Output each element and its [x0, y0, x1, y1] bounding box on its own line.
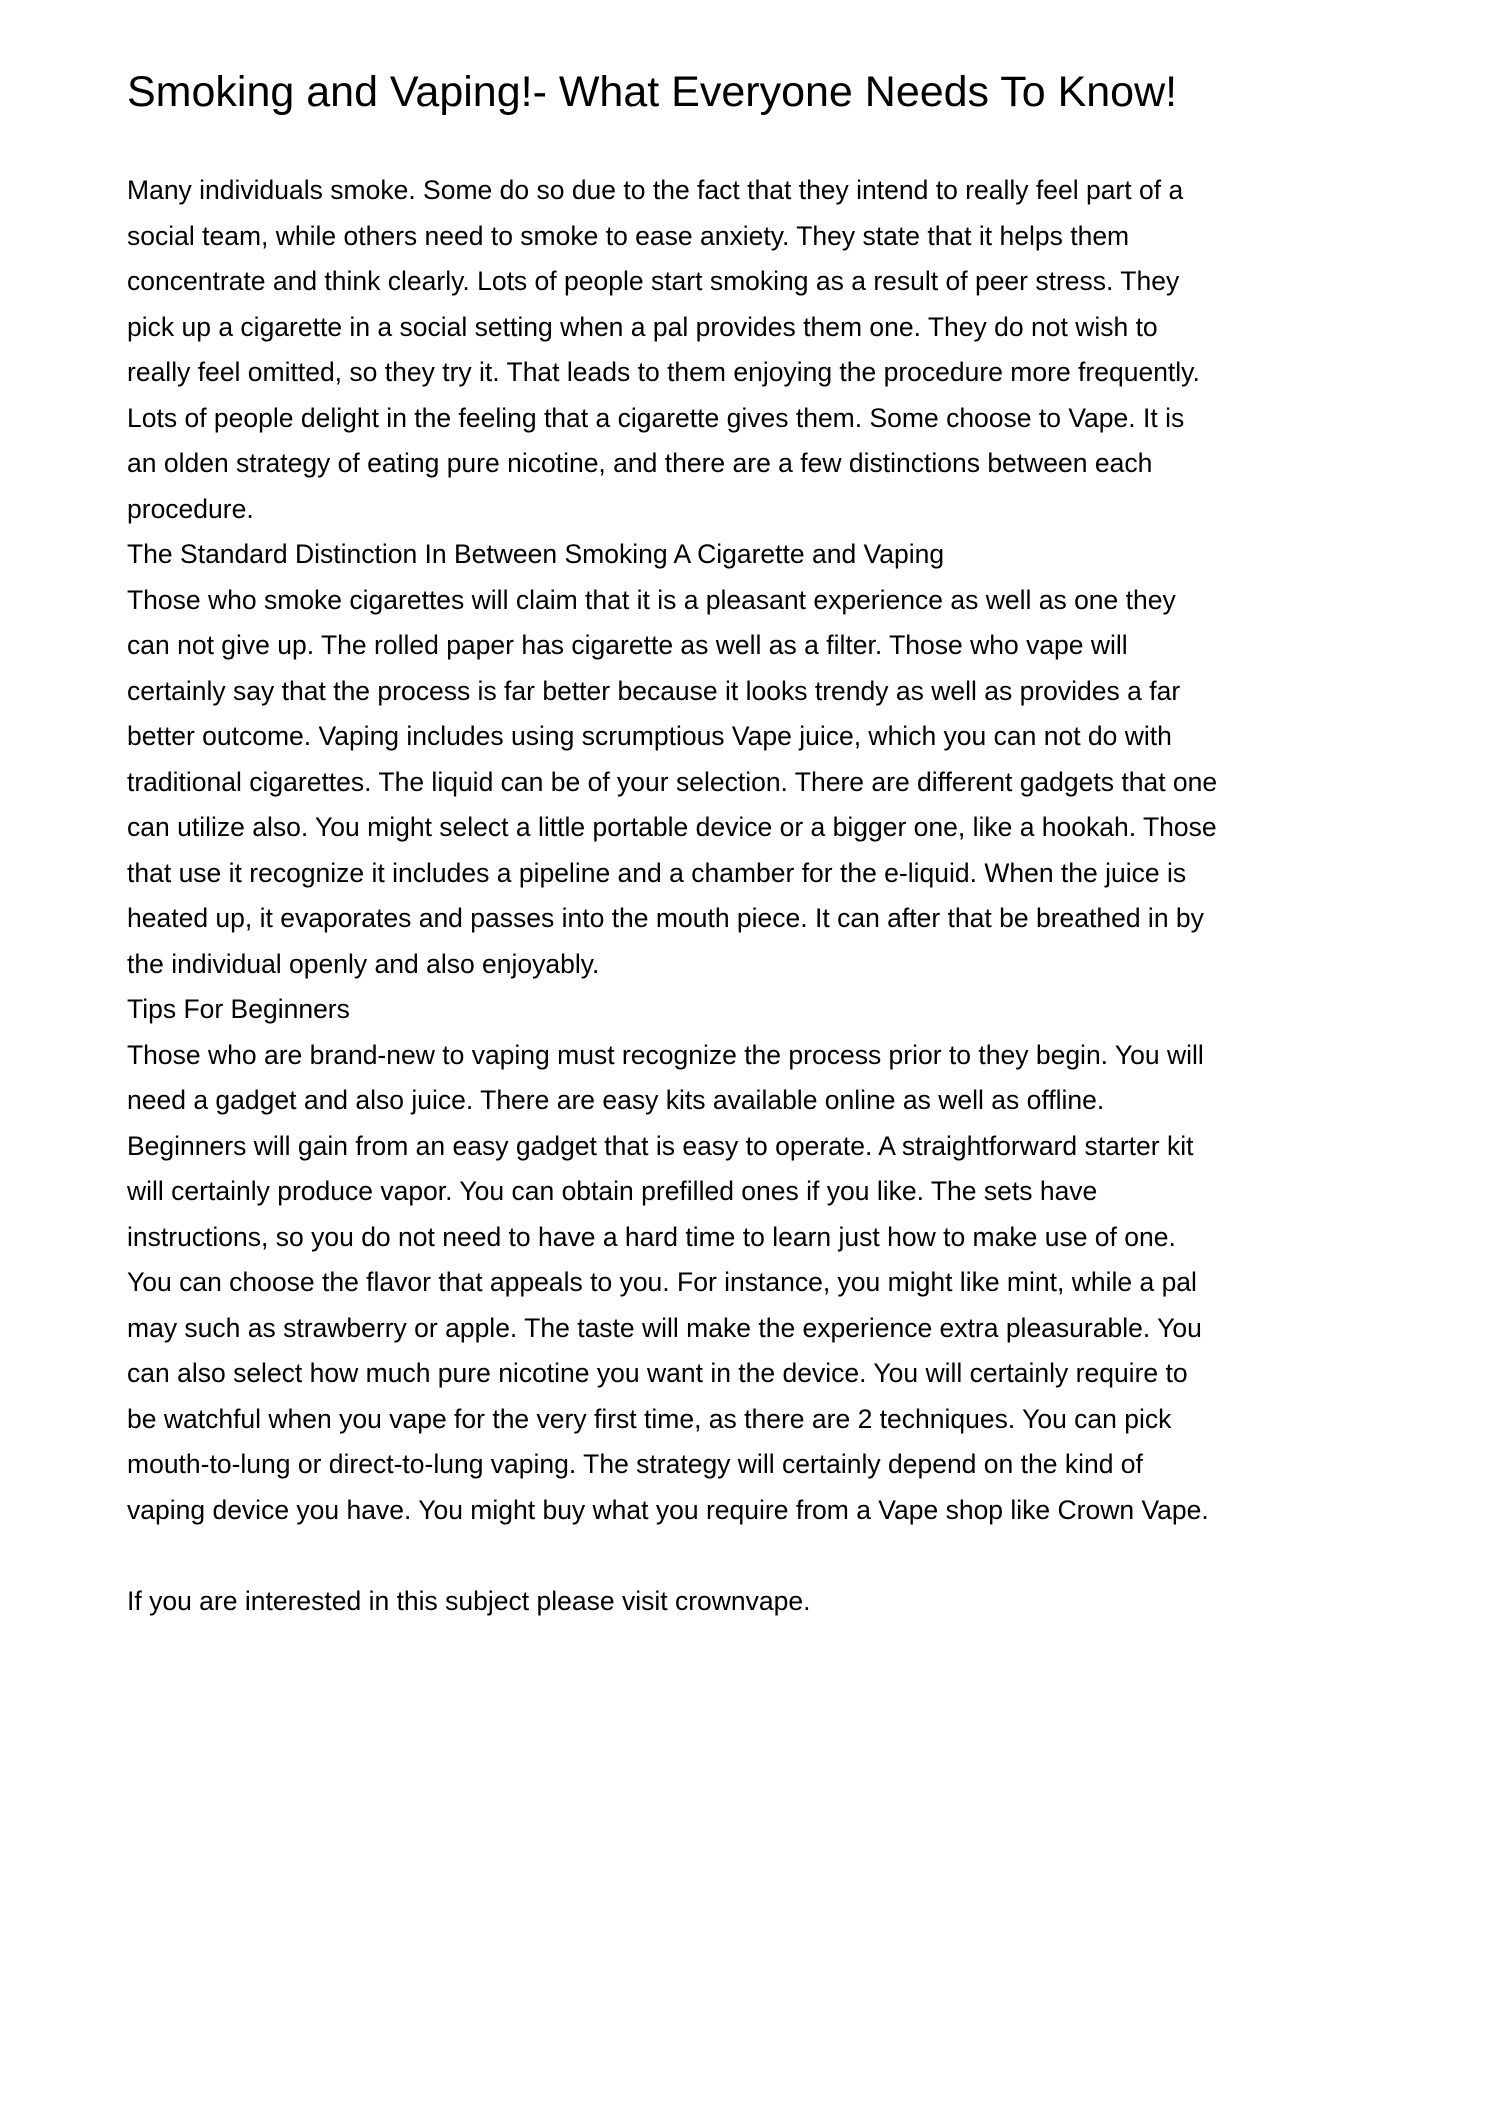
text-line: procedure. [127, 493, 254, 524]
section-heading-distinction: The Standard Distinction In Between Smoking A Cigarette and Vaping [127, 539, 945, 569]
document-title: Smoking and Vaping!- What Everyone Needs To Know! [127, 68, 1178, 116]
text-line: Many individuals smoke. Some do so due to the fact that they intend to really feel part of a [127, 175, 1184, 205]
text-line: need a gadget and also juice. There are easy kits available online as well as offline. [127, 1085, 1105, 1115]
text-line: may such as strawberry or apple. The taste will make the experience extra pleasurable. You [127, 1312, 1202, 1343]
text-line: social team, while others need to smoke to ease anxiety. They state that it helps them [127, 220, 1130, 251]
text-line: really feel omitted, so they try it. That leads to them enjoying the procedure more frequently. [127, 357, 1200, 387]
text-line: can also select how much pure nicotine you want in the device. You will certainly require to [127, 1358, 1188, 1388]
text-line: Those who smoke cigarettes will claim that it is a pleasant experience as well as one they [127, 584, 1176, 615]
text-line: the individual openly and also enjoyably. [127, 948, 600, 979]
text-line: that use it recognize it includes a pipeline and a chamber for the e-liquid. When the juice is [127, 857, 1187, 888]
text-line: will certainly produce vapor. You can obtain prefilled ones if you like. The sets have [127, 1176, 1098, 1206]
text-line: be watchful when you vape for the very first time, as there are 2 techniques. You can pick [127, 1403, 1172, 1434]
footer-suffix: . [803, 1585, 811, 1616]
text-line: concentrate and think clearly. Lots of people start smoking as a result of peer stress. They [127, 266, 1180, 296]
text-line: vaping device you have. You might buy what you require from a Vape shop like Crown Vape. [127, 1494, 1209, 1525]
text-line: Those who are brand-new to vaping must recognize the process prior to they begin. You will [127, 1039, 1204, 1070]
document-body [127, 168, 1387, 1624]
footer-line [127, 1579, 1387, 1625]
text-line: You can choose the flavor that appeals to you. For instance, you might like mint, while a pal [127, 1267, 1197, 1297]
footer-prefix: If you are interested in this subject please visit [127, 1585, 675, 1616]
distinction-paragraph [127, 578, 1387, 988]
text-line: instructions, so you do not need to have a hard time to learn just how to make use of one. [127, 1221, 1176, 1252]
text-line: can not give up. The rolled paper has cigarette as well as a filter. Those who vape will [127, 630, 1128, 660]
text-line: can utilize also. You might select a little portable device or a bigger one, like a hookah. Those [127, 812, 1217, 842]
text-line: pick up a cigarette in a social setting when a pal provides them one. They do not wish to [127, 311, 1158, 342]
text-line: heated up, it evaporates and passes into the mouth piece. It can after that be breathed in by [127, 903, 1204, 933]
tips-paragraph [127, 1033, 1387, 1534]
intro-paragraph [127, 168, 1387, 532]
text-line: Lots of people delight in the feeling that a cigarette gives them. Some choose to Vape. It is [127, 402, 1185, 433]
section-heading-tips: Tips For Beginners [127, 994, 350, 1024]
text-line: an olden strategy of eating pure nicotine, and there are a few distinctions between each [127, 448, 1153, 478]
text-line: mouth-to-lung or direct-to-lung vaping. The strategy will certainly depend on the kind of [127, 1449, 1143, 1479]
text-line: Beginners will gain from an easy gadget that is easy to operate. A straightforward starter kit [127, 1130, 1194, 1161]
crownvape-link[interactable]: crownvape [674, 1585, 804, 1616]
text-line: traditional cigarettes. The liquid can be of your selection. There are different gadgets that one [127, 766, 1218, 797]
text-line: certainly say that the process is far better because it looks trendy as well as provides a far [127, 675, 1181, 706]
text-line: better outcome. Vaping includes using scrumptious Vape juice, which you can not do with [127, 721, 1172, 751]
spacer [127, 1533, 1387, 1579]
